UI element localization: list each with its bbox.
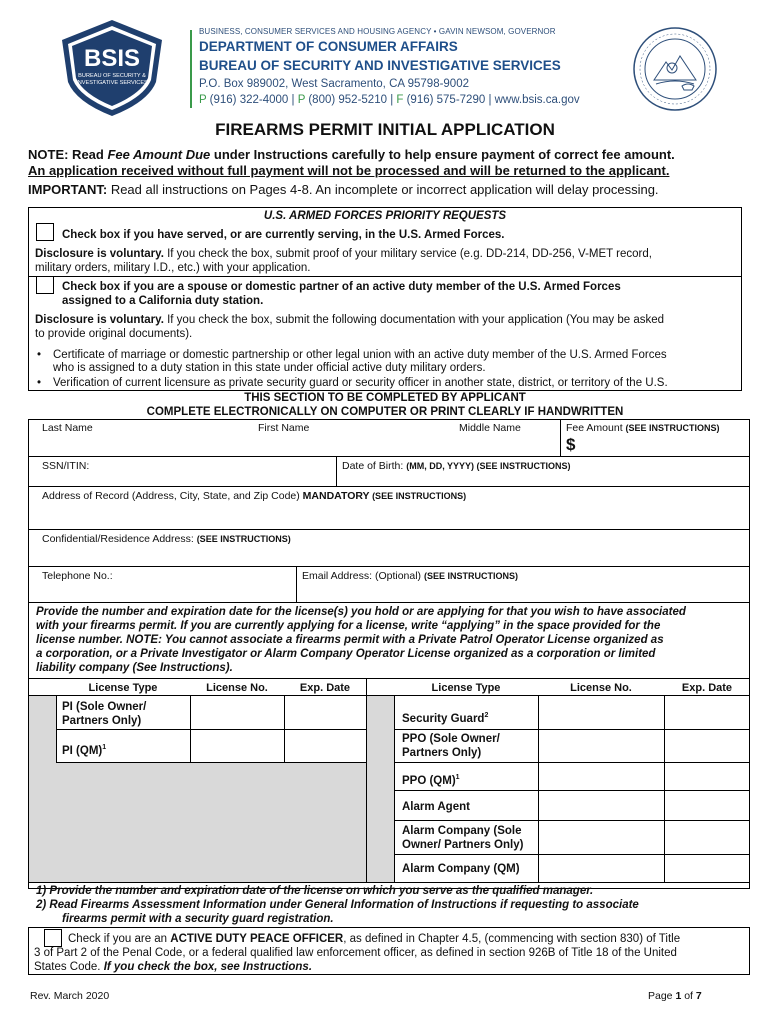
alarm-sole-exp-date-input[interactable]	[666, 822, 748, 852]
spouse-active-duty-checkbox[interactable]	[36, 276, 54, 294]
footnote-2-cont: firearms permit with a security guard registration.	[62, 913, 334, 925]
bullet-dot: •	[37, 377, 42, 389]
bullet-marriage: Certificate of marriage or domestic partnership or other legal union with an active duty member of the U.S. Armed Forces	[53, 349, 667, 361]
logo-text: BSIS	[83, 45, 141, 72]
name-input[interactable]	[30, 434, 558, 456]
ppo-qm-exp-date-input[interactable]	[666, 764, 748, 788]
license-type-pi-sole-cont: Partners Only)	[62, 715, 142, 727]
first-name-label: First Name	[258, 422, 310, 434]
dob-input[interactable]	[600, 458, 748, 484]
email-input[interactable]	[298, 582, 748, 601]
pi-sole-exp-date-input[interactable]	[286, 697, 364, 727]
license-type-alarm-agent: Alarm Agent	[402, 801, 470, 813]
bureau-name: BUREAU OF SECURITY AND INVESTIGATIVE SERVICES	[199, 58, 561, 73]
license-type-alarm-sole: Alarm Company (Sole	[402, 825, 522, 837]
peace-officer-text-2: 3 of Part 2 of the Penal Code, or a federal qualified law enforcement officer, as defined in section 926B of Title 18 of the United	[34, 947, 677, 959]
spouse-active-duty-label-cont: assigned to a California duty station.	[62, 295, 264, 307]
col-exp-date-right: Exp. Date	[681, 682, 733, 694]
email-label: Email Address: (Optional) (SEE INSTRUCTIONS)	[302, 570, 518, 582]
important-line: IMPORTANT: Read all instructions on Pages 4-8. An incomplete or incorrect application will delay processing.	[28, 182, 659, 197]
dollar-sign: $	[566, 435, 576, 454]
address-of-record-input[interactable]	[30, 503, 748, 528]
telephone-input[interactable]	[30, 582, 294, 601]
bullet-licensure: Verification of current licensure as private security guard or security officer in another state, district, or territory of the U.S.	[53, 377, 668, 389]
ssn-input[interactable]	[100, 458, 334, 484]
applicant-subheading: COMPLETE ELECTRONICALLY ON COMPUTER OR PRINT CLEARLY IF HANDWRITTEN	[146, 406, 624, 418]
spouse-active-duty-label: Check box if you are a spouse or domestic partner of an active duty member of the U.S. Armed Forces	[62, 281, 621, 293]
header-divider	[190, 30, 192, 108]
alarm-qm-exp-date-input[interactable]	[666, 856, 748, 880]
disclosure-2: Disclosure is voluntary. If you check the box, submit the following documentation with your application (You may be asked	[35, 314, 665, 326]
alarm-sole-license-no-input[interactable]	[540, 822, 662, 852]
col-license-no-right: License No.	[570, 682, 632, 694]
bullet-dot: •	[37, 349, 42, 361]
disclosure-2-cont: to provide original documents).	[35, 328, 193, 340]
license-intro-4: a corporation, or a Private Investigator or Alarm Company Operator License organized as a corporation or limited	[36, 648, 656, 660]
peace-officer-checkbox[interactable]	[44, 929, 62, 947]
telephone-label: Telephone No.:	[42, 570, 113, 582]
confidential-address-input[interactable]	[30, 546, 748, 565]
ppo-sole-license-no-input[interactable]	[540, 731, 662, 760]
note-warning: An application received without full payment will not be processed and will be returned to the applicant.	[28, 163, 670, 178]
contact-line: P (916) 322-4000 | P (800) 952-5210 | F (916) 575-7290 | www.bsis.ca.gov	[199, 94, 580, 106]
license-type-pi-sole: PI (Sole Owner/	[62, 701, 147, 713]
logo-sub1: BUREAU OF SECURITY &	[78, 73, 146, 79]
license-type-ppo-sole-cont: Partners Only)	[402, 747, 482, 759]
confidential-address-label: Confidential/Residence Address: (SEE INSTRUCTIONS)	[42, 533, 291, 545]
mailing-address: P.O. Box 989002, West Sacramento, CA 95798-9002	[199, 78, 469, 90]
ppo-sole-exp-date-input[interactable]	[666, 731, 748, 760]
alarm-agent-license-no-input[interactable]	[540, 792, 662, 818]
license-type-ppo-qm: PPO (QM)$^1$	[402, 774, 460, 787]
license-type-ppo-sole: PPO (Sole Owner/	[402, 733, 500, 745]
ssn-label: SSN/ITIN:	[42, 460, 90, 472]
footnote-1: 1) Provide the number and expiration date of the license on which you serve as the qualified manager.	[36, 885, 594, 897]
pi-qm-license-no-input[interactable]	[192, 731, 282, 760]
col-exp-date-left: Exp. Date	[299, 682, 351, 694]
col-license-type-left: License Type	[88, 682, 158, 694]
address-of-record-label: Address of Record (Address, City, State, and Zip Code) MANDATORY (SEE INSTRUCTIONS)	[42, 490, 467, 502]
fee-amount-input[interactable]	[580, 436, 748, 456]
disclosure-1: Disclosure is voluntary. If you check the box, submit proof of your military service (e.g. DD-214, DD-256, V-MET record,	[35, 248, 652, 260]
state-seal-icon	[632, 26, 718, 112]
alarm-agent-exp-date-input[interactable]	[666, 792, 748, 818]
pi-qm-exp-date-input[interactable]	[286, 731, 364, 760]
footnote-2: 2) Read Firearms Assessment Information under General Information of Instructions if requesting to associate	[36, 899, 639, 911]
license-type-pi-qm: PI (QM)$^1$	[62, 744, 107, 757]
pi-sole-license-no-input[interactable]	[192, 697, 282, 727]
bsis-logo	[58, 18, 166, 118]
dob-label: Date of Birth: (MM, DD, YYYY) (SEE INSTRUCTIONS)	[342, 460, 571, 472]
served-armed-forces-checkbox[interactable]	[36, 223, 54, 241]
agency-line: BUSINESS, CONSUMER SERVICES AND HOUSING AGENCY • GAVIN NEWSOM, GOVERNOR	[199, 27, 556, 36]
served-armed-forces-label: Check box if you have served, or are currently serving, in the U.S. Armed Forces.	[62, 229, 505, 241]
license-type-security-guard: Security Guard$^2$	[402, 712, 489, 725]
license-type-alarm-sole-cont: Owner/ Partners Only)	[402, 839, 524, 851]
disclosure-1-cont: military orders, military I.D., etc.) with your application.	[35, 262, 311, 274]
license-intro-5: liability company (See Instructions).	[36, 662, 233, 674]
revision-date: Rev. March 2020	[30, 990, 110, 1002]
note-line: NOTE: Read Fee Amount Due under Instructions carefully to help ensure payment of correct fee amount.	[28, 147, 675, 162]
alarm-qm-license-no-input[interactable]	[540, 856, 662, 880]
fee-amount-label: Fee Amount (SEE INSTRUCTIONS)	[566, 422, 720, 434]
bullet-marriage-cont: who is assigned to a duty station in this state under official active duty military orders.	[53, 362, 486, 374]
middle-name-label: Middle Name	[459, 422, 521, 434]
security-guard-license-no-input[interactable]	[540, 697, 662, 727]
page-number: Page 1 of 7	[648, 990, 702, 1002]
license-intro-1: Provide the number and expiration date for the license(s) you hold or are applying for that you wish to have associated	[36, 606, 686, 618]
ppo-qm-license-no-input[interactable]	[540, 764, 662, 788]
letterhead	[0, 0, 770, 118]
license-intro-2: with your firearms permit. If you are currently applying for a license, write “applying” in the space provided for the	[36, 620, 661, 632]
department-name: DEPARTMENT OF CONSUMER AFFAIRS	[199, 39, 458, 54]
col-license-no-left: License No.	[206, 682, 268, 694]
armed-forces-heading: U.S. ARMED FORCES PRIORITY REQUESTS	[263, 210, 507, 222]
license-intro-3: license number. NOTE: You cannot associate a firearms permit with a Private Patrol Operator License organized as	[36, 634, 664, 646]
col-license-type-right: License Type	[431, 682, 501, 694]
peace-officer-text-1: Check if you are an ACTIVE DUTY PEACE OFFICER, as defined in Chapter 4.5, (commencing with section 830) of Title	[68, 933, 681, 945]
logo-sub2: INVESTIGATIVE SERVICES	[76, 80, 148, 86]
last-name-label: Last Name	[42, 422, 93, 434]
security-guard-exp-date-input[interactable]	[666, 697, 748, 727]
form-title: FIREARMS PERMIT INITIAL APPLICATION	[215, 120, 555, 139]
applicant-heading: THIS SECTION TO BE COMPLETED BY APPLICANT	[244, 392, 526, 404]
peace-officer-text-3: States Code. If you check the box, see Instructions.	[34, 961, 313, 973]
license-type-alarm-qm: Alarm Company (QM)	[402, 863, 520, 875]
